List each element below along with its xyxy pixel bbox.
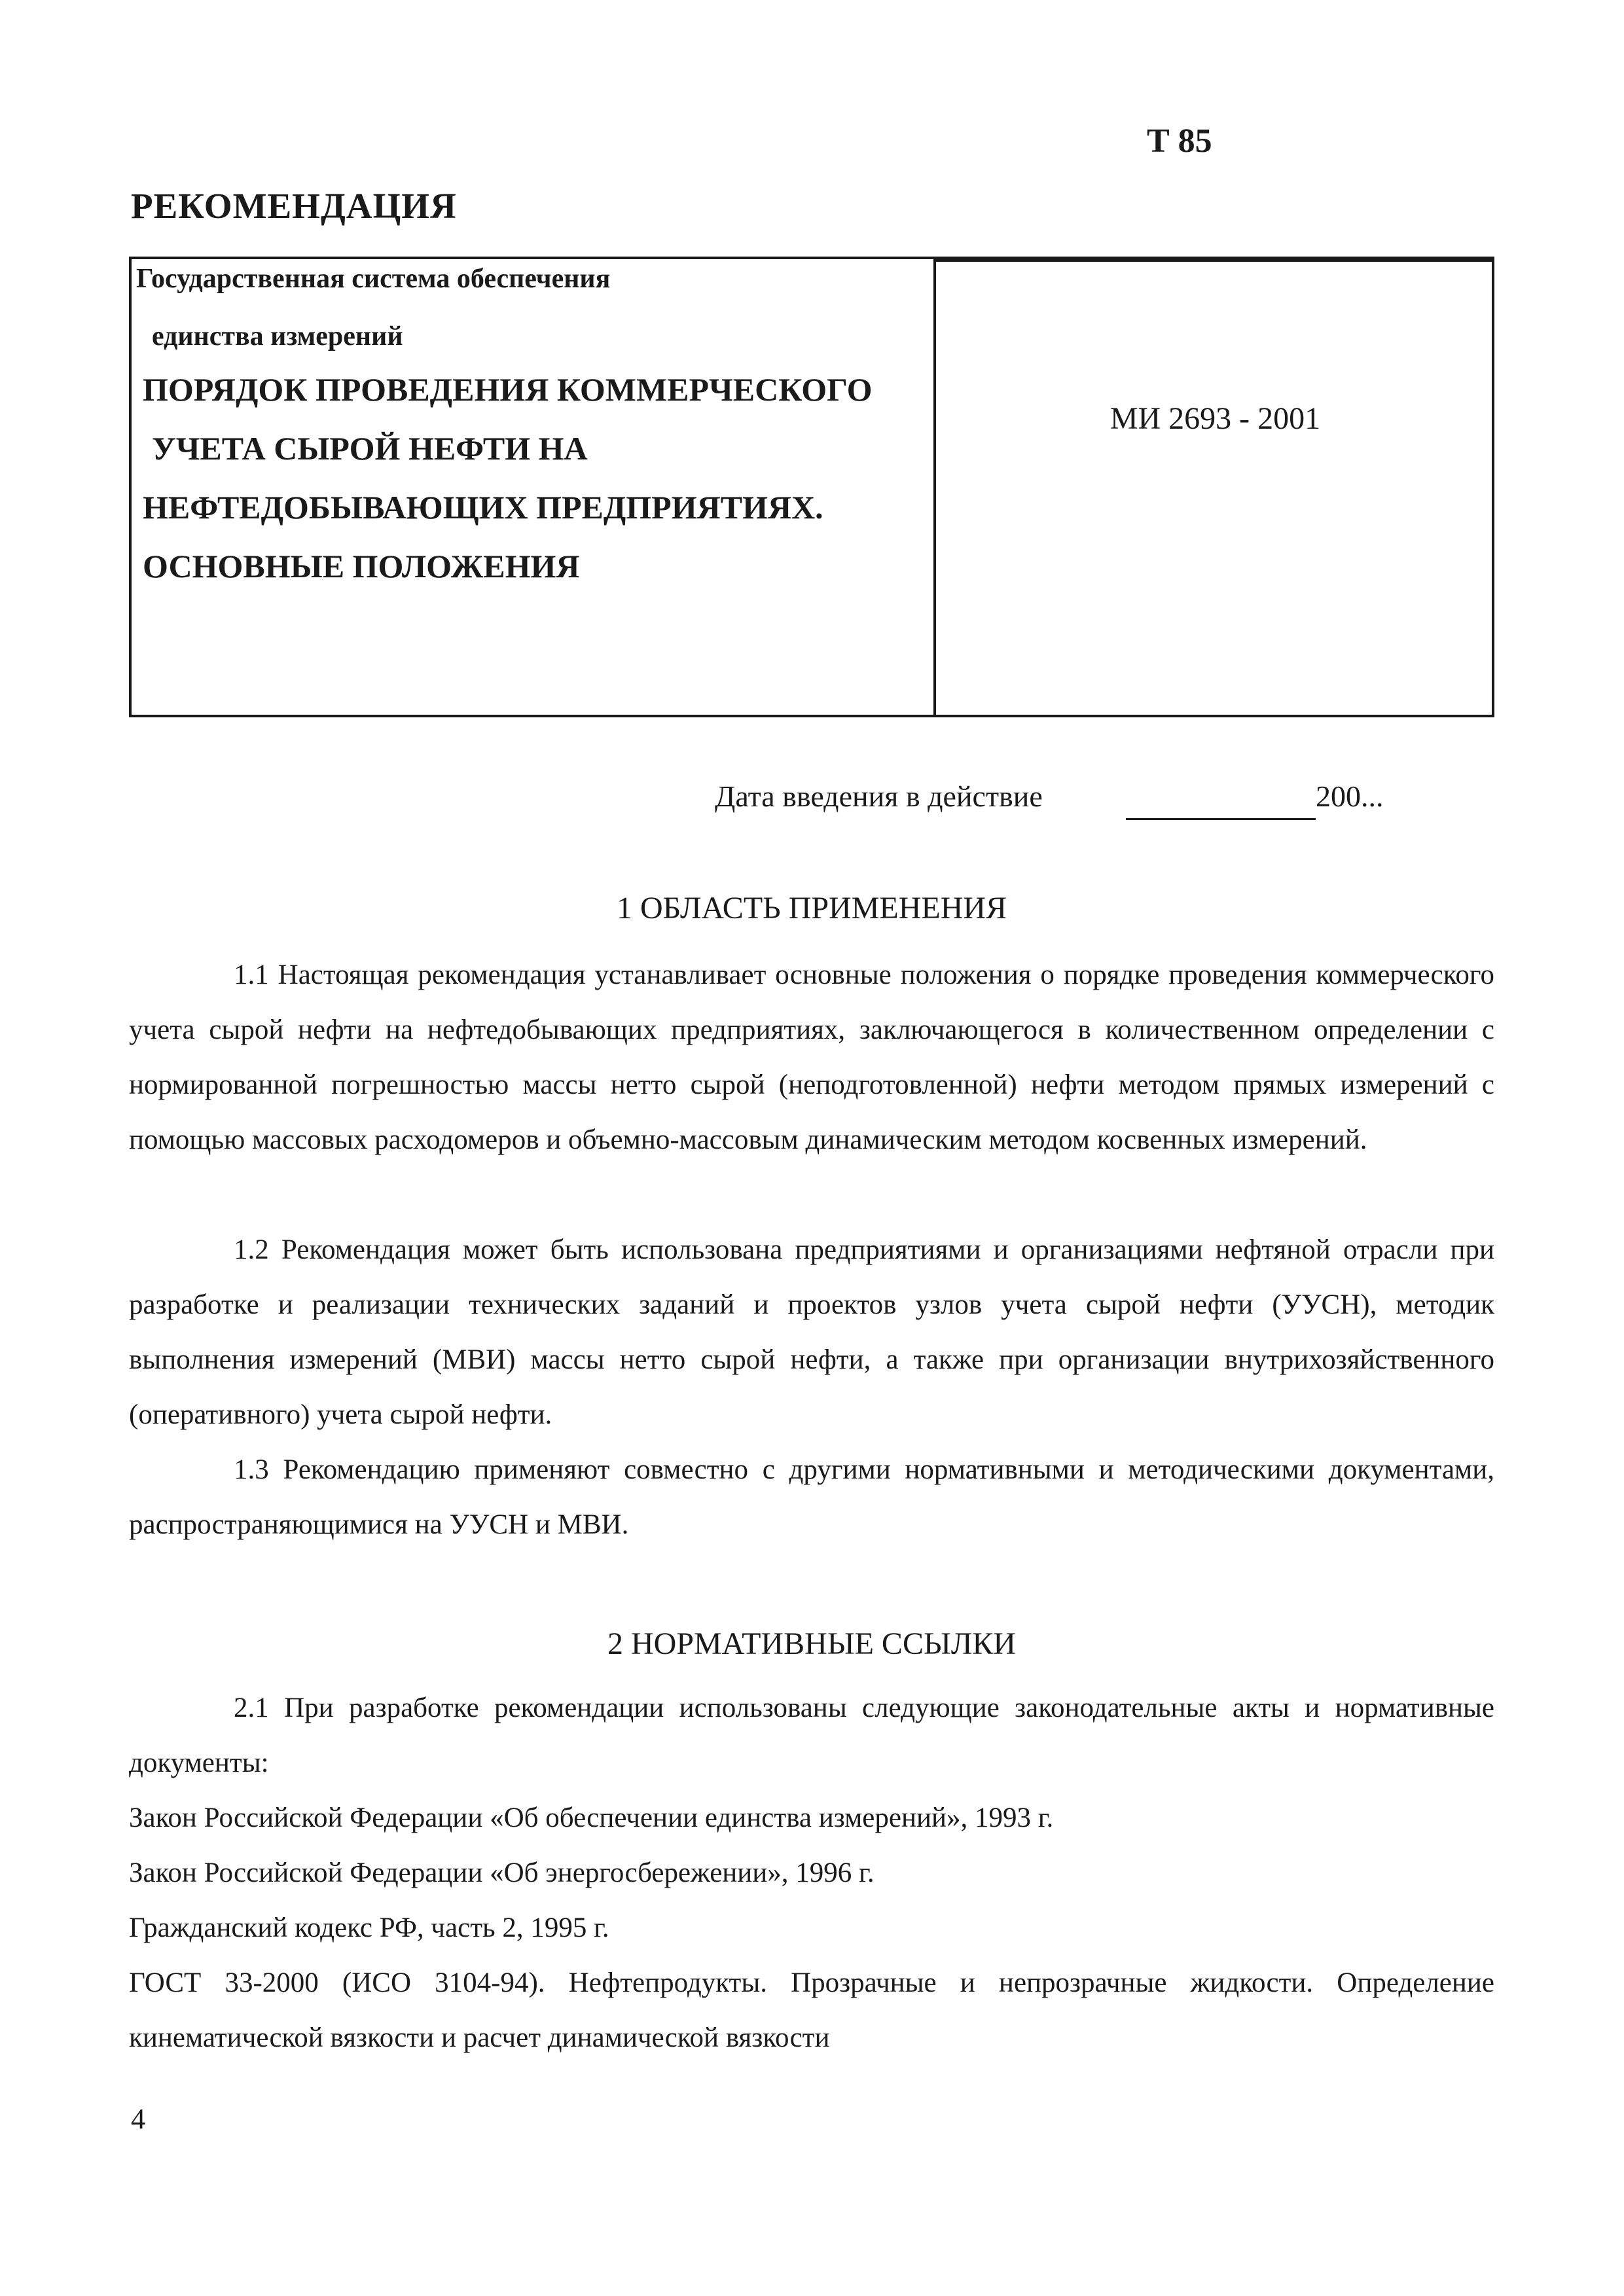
effective-date-label: Дата введения в действие — [715, 780, 1043, 813]
paragraph-2-1-text: 2.1 При разработке рекомендации использованы следующие законодательные акты и нормативные документы: — [129, 1693, 1494, 1778]
classification-code: Т 85 — [1147, 122, 1212, 160]
reference-item: Закон Российской Федерации «Об энергосбережении», 1996 г. — [129, 1857, 875, 1888]
reference-item: ГОСТ 33-2000 (ИСО 3104-94). Нефтепродукты. Прозрачные и непрозрачные жидкости. Определение кинематической вязкости и расчет динамической вязкости — [129, 1967, 1494, 2053]
paragraph-1-1 — [129, 948, 1494, 1168]
section-1-title: 1 ОБЛАСТЬ ПРИМЕНЕНИЯ — [616, 891, 1007, 925]
paragraph-1-3 — [129, 1443, 1494, 1552]
header-table-divider — [933, 257, 936, 717]
paragraph-2-1 — [129, 1681, 1494, 1791]
effective-date-value: 200... — [1316, 780, 1384, 813]
document-type: РЕКОМЕНДАЦИЯ — [131, 186, 457, 226]
effective-date-blank-line — [1126, 818, 1316, 820]
system-name-line-1: Государственная система обеспечения — [136, 264, 611, 294]
paragraph-1-1-text: 1.1 Настоящая рекомендация устанавливает основные положения о порядке проведения коммерческого учета сырой нефти на нефтедобывающих предприятиях, заключающегося в количественном определении с нормированной погрешностью массы нетто сырой (неподготовленной) нефти методом прямых измерений с помощью массовых расходомеров и объемно-массовым динамическим методом косвенных измерений. — [129, 960, 1494, 1155]
section-2-title: 2 НОРМАТИВНЫЕ ССЫЛКИ — [607, 1626, 1017, 1661]
page-number: 4 — [131, 2103, 145, 2135]
paragraph-1-2-text: 1.2 Рекомендация может быть использована предприятиями и организациями нефтяной отрасли при разработке и реализации технических заданий и проектов узлов учета сырой нефти (УУСН), методик выполнения измерений (МВИ) массы нетто сырой нефти, а также при организации внутрихозяйственного (оперативного) учета сырой нефти. — [129, 1234, 1494, 1430]
reference-item: Закон Российской Федерации «Об обеспечении единства измерений», 1993 г. — [129, 1803, 1054, 1833]
reference-item: Гражданский кодекс РФ, часть 2, 1995 г. — [129, 1912, 609, 1943]
document-designation: МИ 2693 - 2001 — [1110, 401, 1321, 436]
header-table-top-rule — [933, 257, 1494, 262]
system-name-line-2: единства измерений — [152, 321, 403, 351]
document-title-line-3: НЕФТЕДОБЫВАЮЩИХ ПРЕДПРИЯТИЯХ. — [143, 489, 823, 526]
document-title-line-2: УЧЕТА СЫРОЙ НЕФТИ НА — [152, 430, 588, 467]
document-title-line-4: ОСНОВНЫЕ ПОЛОЖЕНИЯ — [143, 548, 580, 584]
paragraph-1-2 — [129, 1223, 1494, 1443]
document-title-line-1: ПОРЯДОК ПРОВЕДЕНИЯ КОММЕРЧЕСКОГО — [143, 371, 873, 408]
paragraph-1-3-text: 1.3 Рекомендацию применяют совместно с другими нормативными и методическими документами, распространяющимися на УУСН и МВИ. — [129, 1454, 1494, 1540]
